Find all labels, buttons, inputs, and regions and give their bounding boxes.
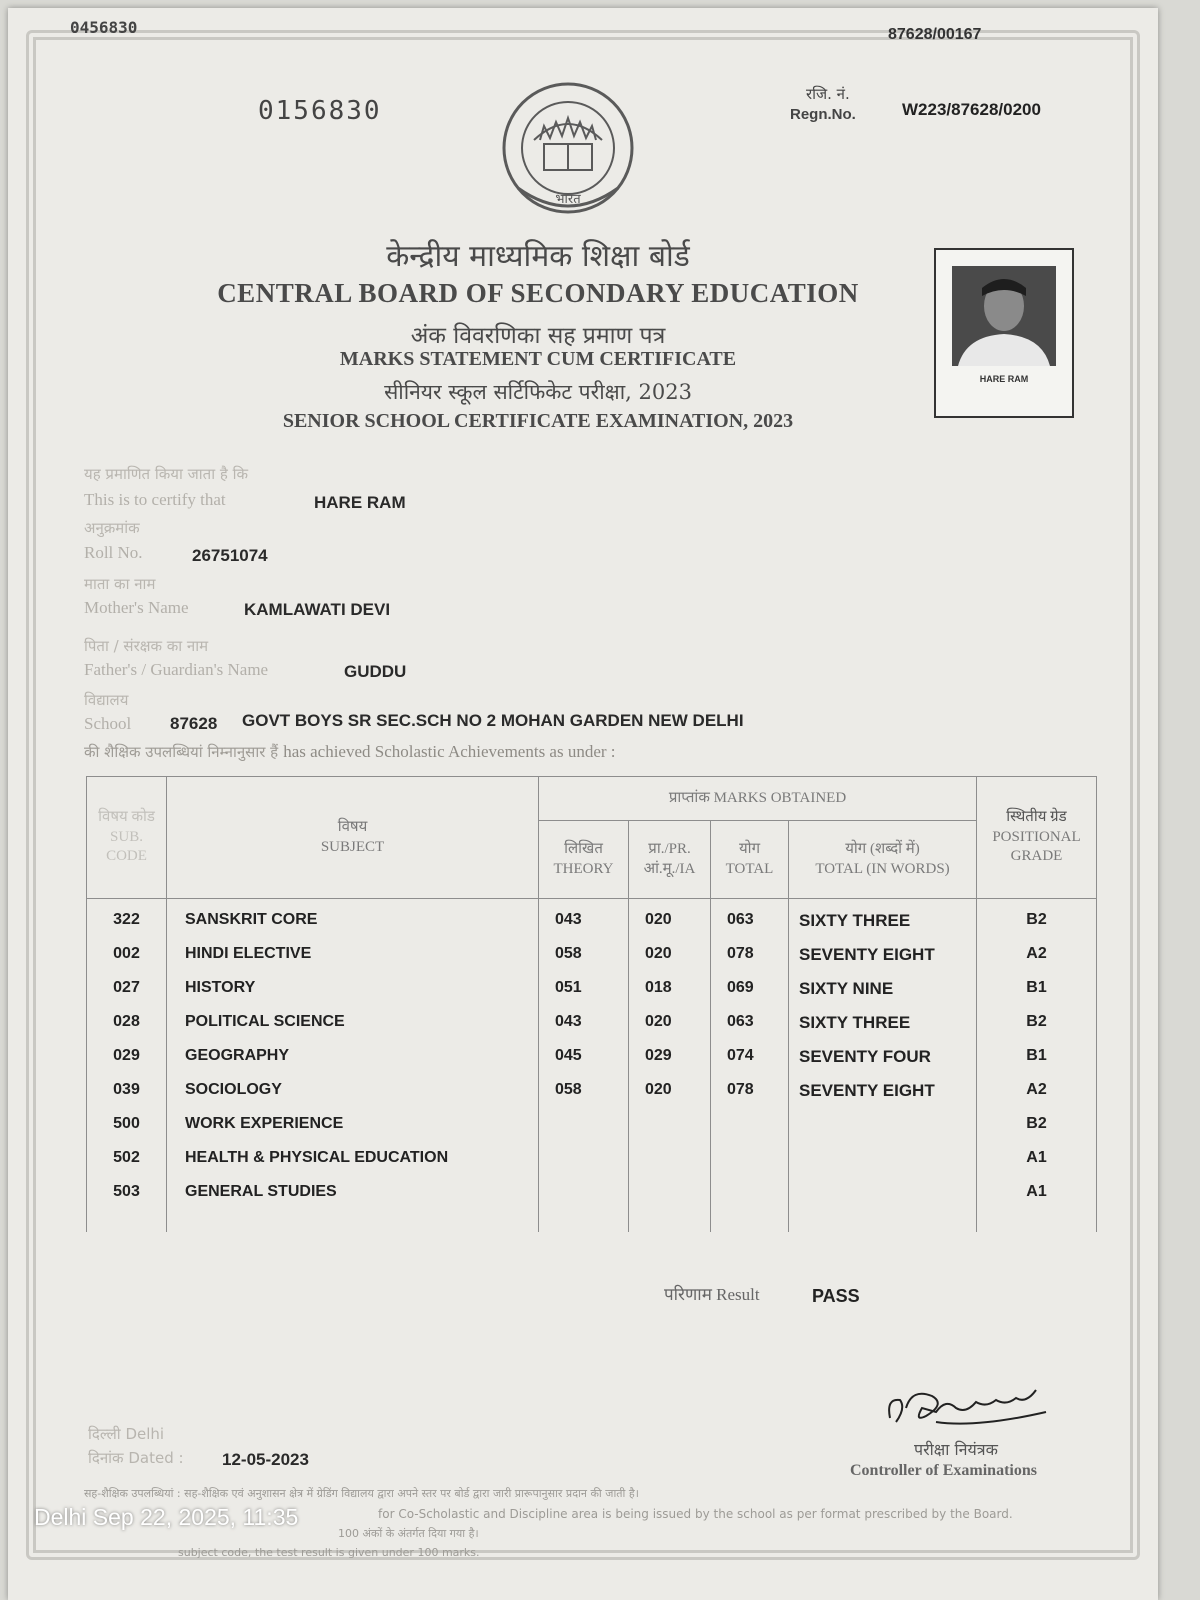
mother-label: Mother's Name [84,598,189,617]
header-total: योग TOTAL [711,821,789,899]
footnote-4: subject code, the test result is given under 100 marks. [178,1546,480,1559]
positional-grade: A1 [1026,1149,1047,1166]
subject-code: 028 [113,1013,140,1030]
issue-date: 12-05-2023 [222,1450,309,1469]
total-in-words: SEVENTY FOUR [799,1047,931,1066]
certify-label-hindi: यह प्रमाणित किया जाता है कि [84,465,248,483]
regn-number: W223/87628/0200 [902,100,1041,119]
subject-code: 500 [113,1115,140,1132]
theory-marks [539,1149,628,1183]
practical-marks: 020 [645,945,672,962]
total-in-words: SEVENTY EIGHT [799,1081,935,1100]
result-value: PASS [812,1286,860,1306]
theory-marks: 058 [555,945,582,962]
practical-marks: 029 [645,1047,672,1064]
theory-marks: 051 [555,979,582,996]
positional-grade: A2 [1026,945,1047,962]
marks-table [86,776,1097,1232]
header-sub-code: विषय कोड SUB. CODE [87,777,167,899]
total-marks: 074 [727,1047,754,1064]
subject-name: GENERAL STUDIES [185,1183,337,1200]
theory-marks: 043 [555,911,582,928]
mother-label-hindi: माता का नाम [84,575,156,593]
theory-marks: 058 [555,1081,582,1098]
school-label-hindi: विद्यालय [84,691,129,709]
theory-marks: 045 [555,1047,582,1064]
exam-title: SENIOR SCHOOL CERTIFICATE EXAMINATION, 2023 [282,410,794,432]
controller-label-hindi: परीक्षा नियंत्रक [914,1440,998,1459]
positional-grade: B2 [1026,1013,1047,1030]
total-in-words: SIXTY THREE [799,1013,911,1032]
col-grade [977,899,1097,1233]
total-marks: 063 [727,911,754,928]
father-label-hindi: पिता / संरक्षक का नाम [84,637,209,655]
regn-label-hindi: रजि. नं. [806,85,850,103]
total-in-words: SIXTY THREE [799,911,911,930]
subject-code: 322 [113,911,140,928]
theory-marks [539,1115,628,1149]
positional-grade: A2 [1026,1081,1047,1098]
col-theory [539,899,629,1233]
footnote-3: 100 अंकों के अंतर्गत दिया गया है। [338,1527,479,1540]
total-marks: 069 [727,979,754,996]
header-total-words: योग (शब्दों में) TOTAL (IN WORDS) [789,821,977,899]
col-total [711,899,789,1233]
header-marks-obtained: प्राप्तांक MARKS OBTAINED [539,777,977,821]
header-theory: लिखित THEORY [539,821,629,899]
total-in-words [789,1183,976,1217]
roll-number: 26751074 [192,546,268,565]
school-code: 87628 [170,714,218,733]
total-marks: 063 [727,1013,754,1030]
certificate-number: 0156830 [258,96,382,126]
certify-label: This is to certify that [84,490,226,509]
board-name: CENTRAL BOARD OF SECONDARY EDUCATION [217,278,859,308]
subject-name: HEALTH & PHYSICAL EDUCATION [185,1149,449,1166]
total-marks [711,1115,788,1149]
col-codes [87,899,167,1233]
total-marks [711,1183,788,1217]
candidate-name: HARE RAM [314,493,406,512]
practical-marks: 020 [645,1081,672,1098]
footnote-2: for Co-Scholastic and Discipline area is being issued by the school as per format prescribed by the Board. [378,1507,1013,1521]
header-subject: विषय SUBJECT [167,777,539,899]
subject-name: HINDI ELECTIVE [185,945,312,962]
practical-marks [629,1149,710,1183]
photo-caption: HARE RAM [979,374,1029,384]
marksheet-paper [8,8,1158,1600]
serial-top-right: 87628/00167 [888,26,982,43]
roll-label: Roll No. [84,543,143,562]
document-title: MARKS STATEMENT CUM CERTIFICATE [339,348,737,370]
practical-marks [629,1115,710,1149]
col-subjects [167,899,539,1233]
total-in-words: SEVENTY EIGHT [799,945,935,964]
seal-text: भारत [555,192,581,207]
date-label: दिनांक Dated : [88,1449,184,1467]
controller-label: Controller of Examinations [850,1462,1037,1479]
practical-marks [629,1183,710,1217]
subject-code: 502 [113,1149,140,1166]
mother-name: KAMLAWATI DEVI [244,600,391,619]
place-label: दिल्ली Delhi [88,1425,165,1443]
candidate-photo [952,266,1056,366]
subject-code: 029 [113,1047,140,1064]
achievement-label: has achieved Scholastic Achievements as under : [283,742,616,761]
candidate-photo-frame [934,248,1074,418]
board-name-hindi: केन्द्रीय माध्यमिक शिक्षा बोर्ड [386,239,690,274]
subject-name: SANSKRIT CORE [185,911,318,928]
school-name: GOVT BOYS SR SEC.SCH NO 2 MOHAN GARDEN NEW DELHI [242,711,744,730]
subject-code: 503 [113,1183,140,1200]
subject-code: 002 [113,945,140,962]
positional-grade: A1 [1026,1183,1047,1200]
practical-marks: 020 [645,1013,672,1030]
achievement-label-hindi: की शैक्षिक उपलब्धियां निम्नानुसार हैं [84,743,279,761]
total-in-words: SIXTY NINE [799,979,894,998]
footnote-1: सह-शैक्षिक उपलब्धियां : सह-शैक्षिक एवं अनुशासन क्षेत्र में ग्रेडिंग विद्यालय द्वारा अपने स्तर पर बोर्ड द्वारा जारी प्रारूपानुसार प्रदान की जाती है। [84,1487,639,1500]
photo-timestamp: Delhi Sep 22, 2025, 11:35 [34,1504,299,1530]
total-marks: 078 [727,945,754,962]
father-label: Father's / Guardian's Name [84,660,269,679]
positional-grade: B2 [1026,911,1047,928]
positional-grade: B1 [1026,979,1047,996]
subject-code: 039 [113,1081,140,1098]
result-label: परिणाम Result [664,1285,760,1304]
regn-label: Regn.No. [790,106,856,123]
theory-marks: 043 [555,1013,582,1030]
serial-top-left: 0456830 [70,18,138,37]
cbse-seal-icon [498,78,638,228]
subject-name: SOCIOLOGY [185,1081,282,1098]
subject-name: GEOGRAPHY [185,1047,290,1064]
total-marks: 078 [727,1081,754,1098]
document-title-hindi: अंक विवरणिका सह प्रमाण पत्र [410,323,666,349]
subject-name: WORK EXPERIENCE [185,1115,344,1132]
positional-grade: B1 [1026,1047,1047,1064]
col-practical [629,899,711,1233]
practical-marks: 018 [645,979,672,996]
theory-marks [539,1183,628,1217]
exam-title-hindi: सीनियर स्कूल सर्टिफिकेट परीक्षा, 2023 [384,380,692,404]
practical-marks: 020 [645,911,672,928]
header-practical: प्रा./PR. आं.मू./IA [629,821,711,899]
positional-grade: B2 [1026,1115,1047,1132]
father-name: GUDDU [344,662,407,681]
header-positional-grade: स्थितीय ग्रेड POSITIONAL GRADE [977,777,1097,899]
subject-name: HISTORY [185,979,256,996]
controller-signature [876,1378,1056,1438]
total-in-words [789,1115,976,1149]
achievement-line [84,742,616,762]
subject-code: 027 [113,979,140,996]
roll-label-hindi: अनुक्रमांक [84,519,140,537]
col-total-words [789,899,977,1233]
school-label: School [84,714,132,733]
total-in-words [789,1149,976,1183]
subject-name: POLITICAL SCIENCE [185,1013,345,1030]
total-marks [711,1149,788,1183]
